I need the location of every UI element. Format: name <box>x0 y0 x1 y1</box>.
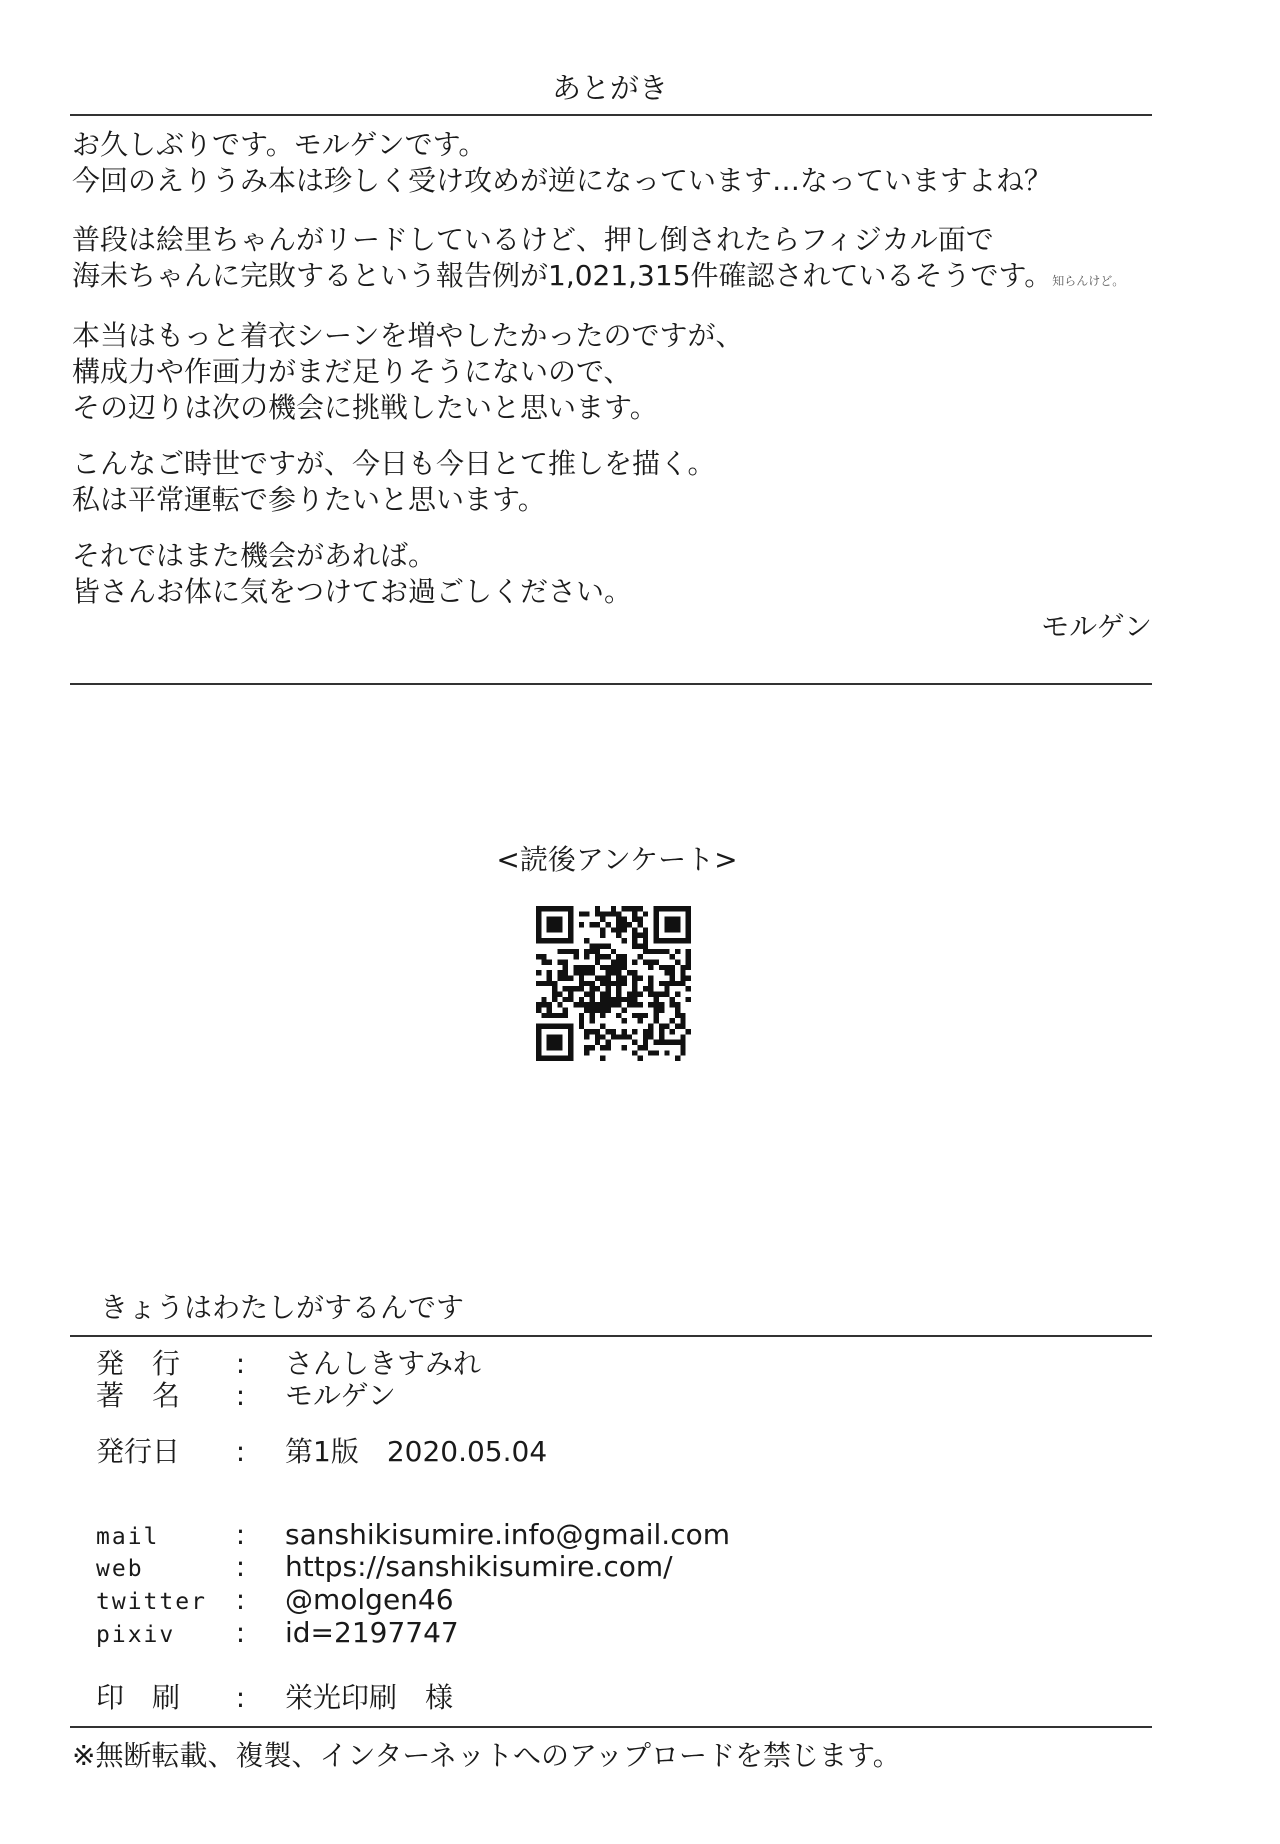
text-line: 構成力や作画力がまだ足りそうにないので、 <box>72 355 632 388</box>
printer-row <box>96 1676 453 1716</box>
pixiv-value[interactable]: id=2197747 <box>285 1616 459 1649</box>
text-line: 今回のえりうみ本は珍しく受け攻めが逆になっています…なっていますよね？ <box>72 164 1053 197</box>
publisher-value: さんしきすみれ <box>285 1347 482 1380</box>
qr-code[interactable] <box>536 906 691 1061</box>
book-title: きょうはわたしがするんです <box>100 1291 465 1324</box>
date-row <box>96 1430 547 1470</box>
text-line: それではまた機会があれば。 <box>72 539 437 572</box>
colon: : <box>235 1347 246 1380</box>
survey-label: <読後アンケート> <box>496 843 738 876</box>
edition-value: 第1版 <box>285 1435 359 1468</box>
author-value: モルゲン <box>285 1379 396 1412</box>
divider-bottom <box>70 1726 1152 1728</box>
colon: : <box>235 1518 246 1551</box>
text-line: 本当はもっと着衣シーンを増やしたかったのですが、 <box>72 319 744 352</box>
date-label: 発行日 <box>96 1435 181 1468</box>
divider-top <box>70 114 1152 116</box>
aside-note: 知らんけど。 <box>1052 274 1125 288</box>
afterword-paragraph-3 <box>72 318 743 426</box>
divider-afterword-end <box>70 683 1152 685</box>
web-label: web <box>96 1556 144 1582</box>
author-label: 著 名 <box>96 1379 181 1412</box>
divider-colophon <box>70 1335 1152 1337</box>
colon: : <box>235 1681 246 1714</box>
text-line: 皆さんお体に気をつけてお過ごしください。 <box>72 575 633 608</box>
publisher-label: 発 行 <box>96 1347 181 1380</box>
colon: : <box>235 1550 246 1583</box>
colon: : <box>235 1435 246 1468</box>
colon: : <box>235 1379 246 1412</box>
twitter-row <box>96 1583 454 1616</box>
mail-row <box>96 1518 730 1551</box>
date-value: 2020.05.04 <box>386 1435 548 1468</box>
text-line: 私は平常運転で参りたいと思います。 <box>72 483 546 516</box>
colon: : <box>235 1616 246 1649</box>
twitter-label: twitter <box>96 1589 207 1615</box>
web-row <box>96 1550 673 1583</box>
signature: モルゲン <box>1041 610 1152 643</box>
text-line: 海未ちゃんに完敗するという報告例が1,021,315件確認されているそうです。 <box>72 259 1053 292</box>
text-line: こんなご時世ですが、今日も今日とて推しを描く。 <box>72 447 716 480</box>
text-line: 普段は絵里ちゃんがリードしているけど、押し倒されたらフィジカル面で <box>72 223 994 256</box>
mail-value[interactable]: sanshikisumire.info@gmail.com <box>285 1518 730 1551</box>
pixiv-row <box>96 1616 459 1649</box>
copyright-notice: ※無断転載、複製、インターネットへのアップロードを禁じます。 <box>72 1739 901 1772</box>
pixiv-label: pixiv <box>96 1622 176 1648</box>
afterword-paragraph-4 <box>72 446 715 518</box>
text-line: その辺りは次の機会に挑戦したいと思います。 <box>72 391 658 424</box>
web-link[interactable]: https://sanshikisumire.com/ <box>285 1550 673 1583</box>
author-row <box>96 1374 396 1414</box>
printer-label: 印 刷 <box>96 1681 181 1714</box>
afterword-heading: あとがき <box>551 71 668 105</box>
printer-value: 栄光印刷 様 <box>285 1681 454 1714</box>
afterword-paragraph-2 <box>72 222 1124 294</box>
mail-label: mail <box>96 1524 160 1550</box>
afterword-paragraph-5 <box>72 538 632 610</box>
afterword-paragraph-1 <box>72 127 1052 199</box>
twitter-value[interactable]: @molgen46 <box>285 1583 454 1616</box>
colon: : <box>235 1583 246 1616</box>
text-line: お久しぶりです。モルゲンです。 <box>72 128 487 161</box>
